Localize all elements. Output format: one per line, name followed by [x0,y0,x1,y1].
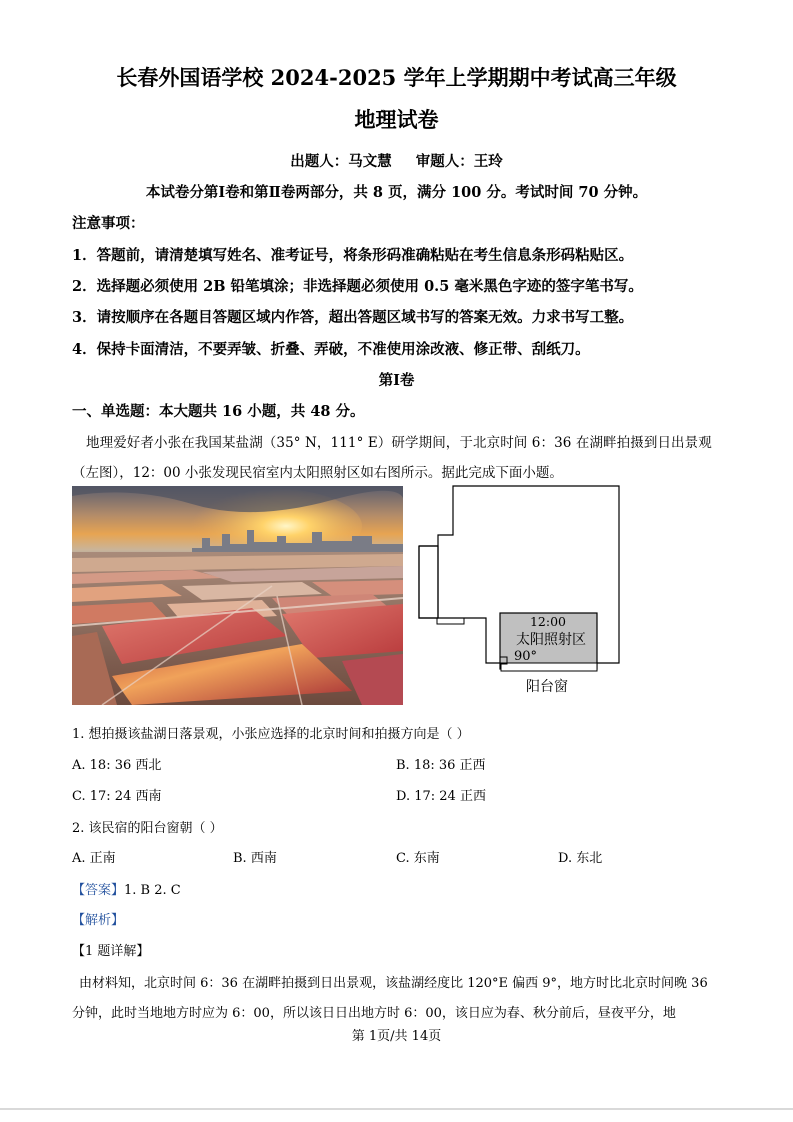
question-1-stem: 1. 想拍摄该盐湖日落景观，小张应选择的北京时间和拍摄方向是（ ） [72,727,470,742]
area-label: 太阳照射区 [516,632,586,648]
balcony-window [501,663,597,671]
small-window [437,618,464,624]
authors-line [0,150,793,171]
notice-item: 4．保持卡面清洁，不要弄皱、折叠、弄破，不准使用涂改液、修正带、刮纸刀。 [72,341,590,358]
answer-label: 【答案】 [72,883,125,898]
answer-line [72,879,181,898]
page-number: 第 1页/共 14页 [351,1029,442,1044]
exam-title: 长春外国语学校 2024-2025 学年上学期期中考试高三年级 [116,65,677,90]
notice-item: 1．答题前，请清楚填写姓名、准考证号，将条形码准确粘贴在考生信息条形码粘贴区。 [72,247,634,264]
notice-item: 3．请按顺序在各题目答题区域内作答，超出答题区域书写的答案无效。力求书写工整。 [72,309,634,326]
material-text: 地理爱好者小张在我国某盐湖（35° N，111° E）研学期间，于北京时间 6：36 在湖畔拍摄到日出景观 [86,435,712,451]
answer-text: 1. B 2. C [124,883,181,898]
exam-intro: 本试卷分第Ⅰ卷和第Ⅱ卷两部分，共 8 页，满分 100 分。考试时间 70 分钟。 [145,184,648,201]
question-2-stem: 2. 该民宿的阳台窗朝（ ） [72,821,223,836]
exam-subject: 地理试卷 [354,107,439,132]
option-1a: A. 18: 36 西北 [72,758,162,773]
notice-heading: 注意事项： [72,215,145,232]
option-1b: B. 18: 36 正西 [396,758,486,773]
salt-lake-sunrise-photo [72,486,403,705]
explanation-text: 分钟，此时当地地方时应为 6：00，所以该日日出地方时 6：00，该日应为春、秋分前后，昼夜平分，地 [72,1006,676,1021]
volume-label: 第Ⅰ卷 [378,372,415,389]
reviewer: 审题人：王玲 [415,153,503,170]
material-text: （左图），12：00 小张发现民宿室内太阳照射区如右图所示。据此完成下面小题。 [72,465,563,481]
option-2a: A. 正南 [72,851,116,866]
detail-heading: 【1 题详解】 [72,944,150,959]
setter: 出题人：马文慧 [290,153,392,170]
option-1c: C. 17: 24 西南 [72,789,162,804]
option-1d: D. 17: 24 正西 [396,789,486,804]
window-label: 阳台窗 [526,679,568,695]
notice-item: 2．选择题必须使用 2B 铅笔填涂；非选择题必须使用 0.5 毫米黑色字迹的签字笔书写。 [72,278,643,295]
analysis-label: 【解析】 [72,913,125,928]
sunlit-area-floor-plan [417,485,623,697]
angle-label: 90° [514,649,538,664]
page-divider [0,1108,793,1110]
option-2c: C. 东南 [396,851,440,866]
option-2d: D. 东北 [558,851,603,866]
option-2b: B. 西南 [233,851,277,866]
side-room [419,546,438,618]
section-heading: 一、单选题：本大题共 16 小题，共 48 分。 [72,403,365,420]
time-label: 12:00 [529,614,567,629]
explanation-text: 由材料知，北京时间 6：36 在湖畔拍摄到日出景观，该盐湖经度比 120°E 偏西 9°，地方时比北京时间晚 36 [79,976,708,991]
